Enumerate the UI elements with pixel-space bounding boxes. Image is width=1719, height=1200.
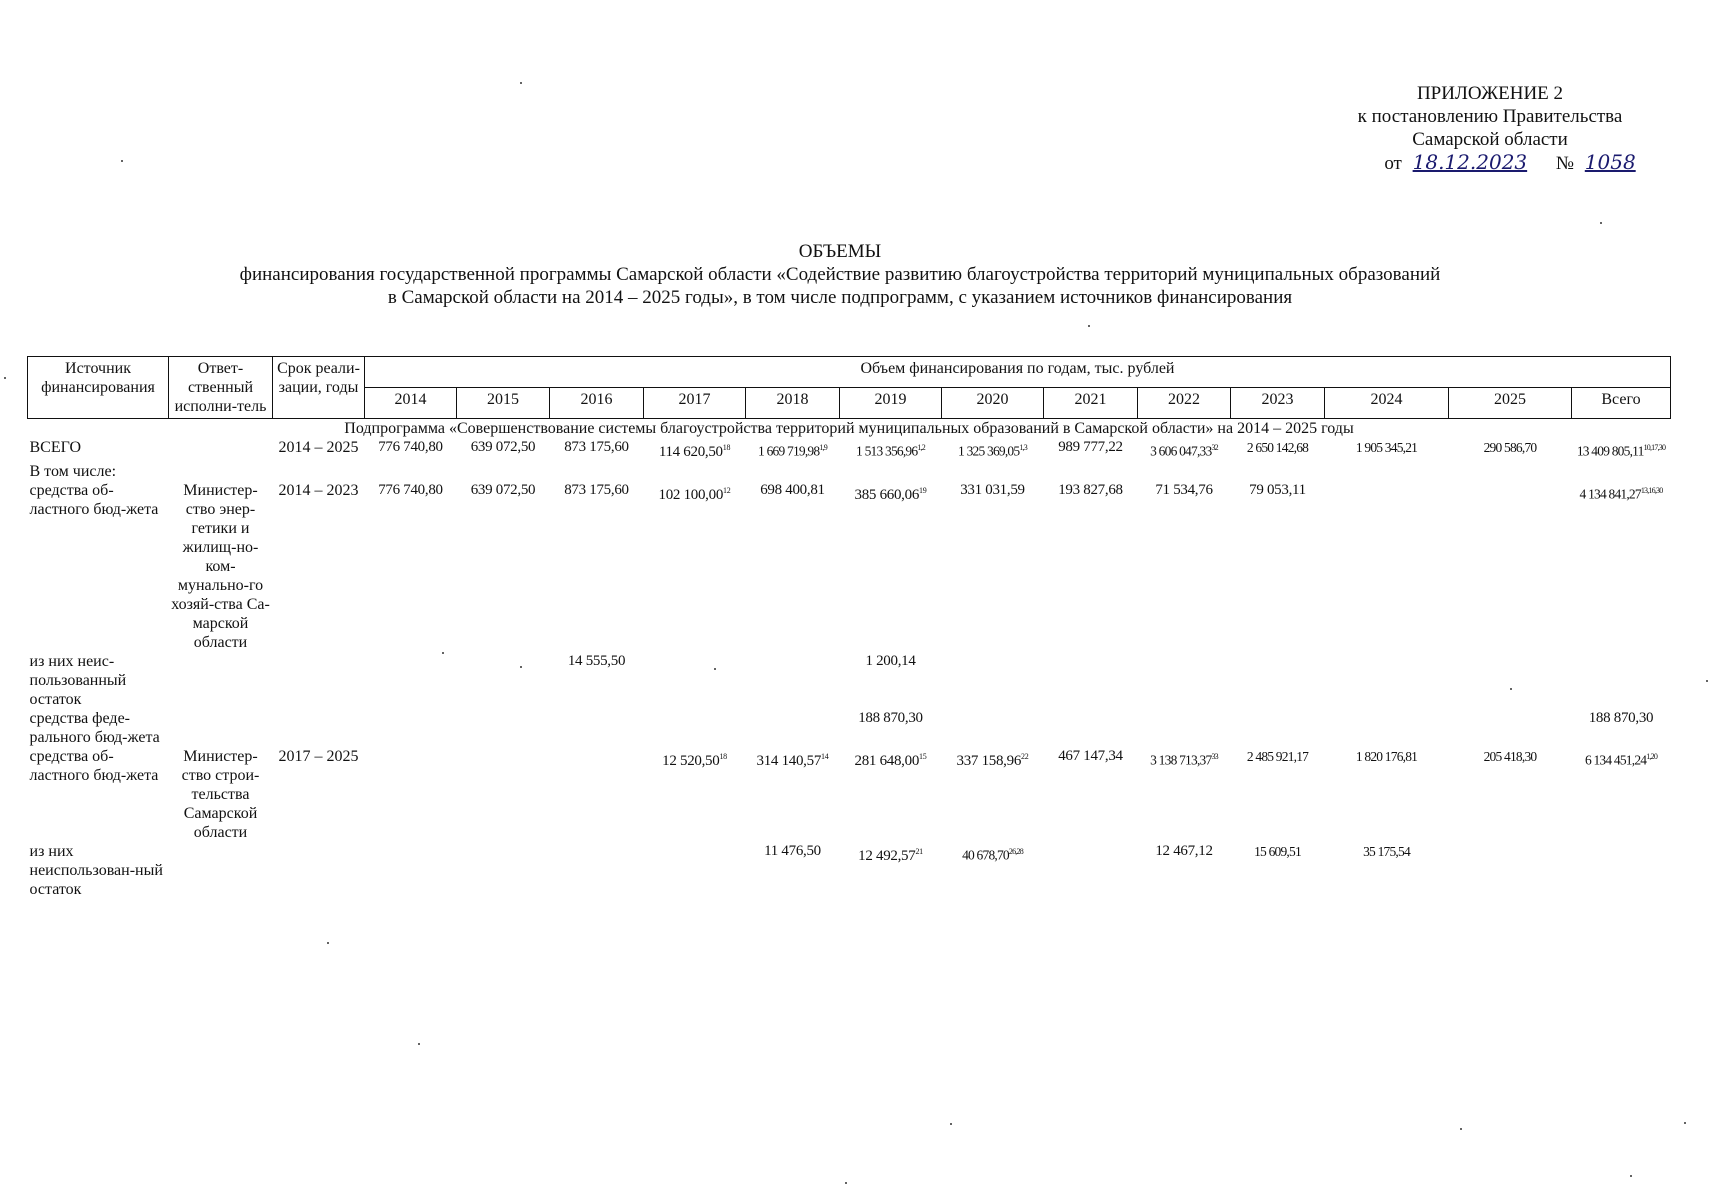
value-cell	[746, 481, 840, 652]
value-cell-text: 281 648,00	[854, 753, 920, 769]
header-term: Срок реали-зации, годы	[273, 357, 365, 419]
value-cell-text: 102 100,00	[658, 487, 724, 503]
scan-speck	[520, 666, 522, 668]
value-cell	[457, 481, 550, 652]
term-cell	[273, 438, 365, 462]
source-label-text: средства об-ластного бюд-жета	[29, 482, 159, 518]
value-cell	[365, 709, 457, 747]
regional-budget-energy-row	[28, 481, 1671, 652]
appendix-block	[1290, 82, 1690, 175]
footnote-mark: 13,16,30	[1640, 486, 1663, 495]
title-heading: ОБЪЕМЫ	[798, 241, 882, 262]
executor-cell	[169, 652, 273, 709]
handwritten-number: 1058	[1584, 150, 1636, 174]
number-prefix: №	[1555, 153, 1575, 174]
header-source: Источник финансирования	[28, 357, 169, 419]
value-cell-text: 71 534,76	[1155, 482, 1213, 498]
value-cell-text: 1 513 356,96	[856, 443, 918, 459]
value-cell	[746, 438, 840, 462]
footnote-mark: 14	[821, 752, 829, 761]
value-cell	[1044, 438, 1138, 462]
value-cell	[1572, 652, 1671, 709]
value-cell	[1325, 747, 1449, 842]
value-cell	[942, 842, 1044, 899]
value-cell-text: 14 555,50	[567, 653, 626, 669]
executor-cell	[169, 842, 273, 899]
value-cell	[550, 438, 644, 462]
value-cell	[1449, 842, 1572, 899]
value-cell	[1044, 709, 1138, 747]
value-cell	[746, 842, 840, 899]
value-cell-text: 776 740,80	[378, 439, 443, 455]
value-cell-text: 12 520,50	[662, 753, 720, 769]
value-cell	[644, 652, 746, 709]
header-year: Всего	[1572, 388, 1671, 419]
value-cell-text: 2 485 921,17	[1246, 749, 1309, 764]
value-cell-text: 4 134 841,27	[1579, 486, 1641, 502]
source-label	[28, 747, 169, 842]
scan-speck	[1460, 1128, 1462, 1130]
including-label: В том числе:	[29, 463, 117, 480]
value-cell-text: 205 418,30	[1483, 749, 1537, 764]
value-cell-text: 15 609,51	[1254, 844, 1301, 859]
regional-budget-construction-row	[28, 747, 1671, 842]
value-cell	[1449, 481, 1572, 652]
value-cell	[942, 652, 1044, 709]
value-cell-text: 2 650 142,68	[1246, 440, 1309, 455]
value-cell	[1325, 709, 1449, 747]
executor-cell	[169, 747, 273, 842]
value-cell-text: 1 200,14	[865, 653, 916, 669]
date-prefix: от	[1384, 153, 1402, 174]
value-cell	[1138, 481, 1231, 652]
scan-speck	[418, 1043, 420, 1045]
title-line-2: в Самарской области на 2014 – 2025 годы», в том числе подпрограмм, с указанием источников финансирования	[387, 287, 1293, 308]
value-cell	[550, 709, 644, 747]
value-cell	[840, 438, 942, 462]
value-cell	[840, 481, 942, 652]
value-cell-text: 40 678,70	[962, 847, 1009, 863]
value-cell	[365, 652, 457, 709]
value-cell	[1572, 709, 1671, 747]
value-cell	[1449, 747, 1572, 842]
header-year: 2016	[550, 388, 644, 419]
footnote-mark: 26,28	[1008, 847, 1023, 856]
header-year: 2019	[840, 388, 942, 419]
federal-budget-row	[28, 709, 1671, 747]
scan-speck	[1684, 1122, 1686, 1124]
value-cell	[550, 747, 644, 842]
value-cell-text: 6 134 451,24	[1584, 752, 1647, 768]
scan-speck	[845, 1182, 847, 1184]
value-cell	[365, 438, 457, 462]
total-row	[28, 438, 1671, 462]
scan-speck	[1630, 1175, 1632, 1177]
value-cell-text: 331 031,59	[960, 482, 1025, 498]
financing-table	[27, 356, 1671, 899]
value-cell	[1138, 747, 1231, 842]
value-cell	[942, 438, 1044, 462]
header-year: 2024	[1325, 388, 1449, 419]
value-cell-text: 3 138 713,37	[1150, 752, 1212, 768]
value-cell	[1231, 709, 1325, 747]
value-cell	[1449, 652, 1572, 709]
value-cell	[1231, 438, 1325, 462]
term-cell	[273, 481, 365, 652]
value-cell-text: 11 476,50	[764, 843, 821, 859]
scan-speck	[121, 160, 123, 162]
value-cell-text: 639 072,50	[470, 439, 536, 455]
value-cell	[840, 842, 942, 899]
value-cell-text: 79 053,11	[1249, 482, 1306, 498]
footnote-mark: 18	[719, 752, 727, 761]
value-cell-text: 873 175,60	[564, 439, 629, 455]
value-cell	[1231, 652, 1325, 709]
value-cell	[550, 842, 644, 899]
header-volume: Объем финансирования по годам, тыс. рублей	[365, 357, 1671, 388]
value-cell-text: 114 620,50	[658, 444, 723, 460]
value-cell-text: 13 409 805,11	[1576, 443, 1644, 459]
value-cell	[746, 652, 840, 709]
value-cell	[942, 481, 1044, 652]
scan-speck	[1510, 688, 1512, 690]
value-cell	[746, 747, 840, 842]
value-cell	[1325, 481, 1449, 652]
value-cell	[1572, 438, 1671, 462]
source-label	[28, 438, 169, 462]
source-label-text: из них неиспользован-ный остаток	[29, 843, 163, 898]
value-cell-text: 193 827,68	[1058, 482, 1123, 498]
table-body	[28, 419, 1671, 900]
source-label-text: средства феде-рального бюд-жета	[29, 710, 160, 746]
footnote-mark: 1,3	[1019, 443, 1027, 452]
value-cell	[1231, 481, 1325, 652]
footnote-mark: 1,9	[819, 443, 827, 452]
footnote-mark: 19	[919, 486, 927, 495]
value-cell-text: 188 870,30	[1588, 710, 1654, 726]
scan-speck	[520, 82, 522, 84]
term-cell-text: 2017 – 2025	[278, 748, 359, 765]
value-cell	[1231, 747, 1325, 842]
value-cell	[365, 842, 457, 899]
value-cell	[840, 747, 942, 842]
footnote-mark: 15	[919, 752, 927, 761]
value-cell	[1044, 842, 1138, 899]
value-cell-text: 1 905 345,21	[1355, 440, 1418, 455]
scan-speck	[1706, 680, 1708, 682]
value-cell	[942, 709, 1044, 747]
value-cell-text: 698 400,81	[760, 482, 825, 498]
value-cell-text: 1 820 176,81	[1355, 749, 1418, 764]
executor-cell-text: Министер-ство строи-тельства Самарской области	[181, 748, 260, 841]
header-year: 2023	[1231, 388, 1325, 419]
value-cell	[644, 709, 746, 747]
value-cell	[457, 747, 550, 842]
value-cell	[1325, 842, 1449, 899]
title-line-1: финансирования государственной программы Самарской области «Содействие развитию благоустройства территорий муниципальных образований	[239, 264, 1441, 285]
value-cell	[365, 747, 457, 842]
value-cell	[1572, 747, 1671, 842]
value-cell	[457, 438, 550, 462]
executor-cell	[169, 481, 273, 652]
header-year: 2020	[942, 388, 1044, 419]
value-cell-text: 467 147,34	[1058, 748, 1123, 764]
value-cell-text: 188 870,30	[858, 710, 923, 726]
footnote-mark: 32	[1211, 443, 1218, 452]
value-cell	[365, 481, 457, 652]
value-cell-text: 776 740,80	[378, 482, 443, 498]
value-cell-text: 314 140,57	[756, 753, 822, 769]
term-cell	[273, 747, 365, 842]
value-cell	[1449, 438, 1572, 462]
unused-balance-row	[28, 842, 1671, 899]
value-cell-text: 12 492,57	[858, 848, 916, 864]
value-cell	[644, 438, 746, 462]
executor-cell	[169, 709, 273, 747]
term-cell	[273, 652, 365, 709]
header-year: 2015	[457, 388, 550, 419]
header-year: 2014	[365, 388, 457, 419]
value-cell-text: 290 586,70	[1483, 440, 1537, 455]
value-cell	[1325, 438, 1449, 462]
subprogram-row	[28, 419, 1671, 439]
source-label	[28, 481, 169, 652]
value-cell	[840, 709, 942, 747]
header-year: 2021	[1044, 388, 1138, 419]
value-cell	[746, 709, 840, 747]
value-cell	[1138, 438, 1231, 462]
value-cell	[1325, 652, 1449, 709]
source-label-text: средства об-ластного бюд-жета	[29, 748, 159, 784]
executor-cell	[169, 438, 273, 462]
value-cell	[550, 652, 644, 709]
term-cell-text: 2014 – 2023	[278, 482, 359, 499]
executor-cell-text: Министер-ство энер-гетики и жилищ-но-ком-мунально-го хозяй-ства Са-марской области	[171, 482, 270, 651]
value-cell	[1044, 747, 1138, 842]
footnote-mark: 12	[723, 486, 731, 495]
source-label-text: ВСЕГО	[29, 439, 82, 456]
header-year: 2022	[1138, 388, 1231, 419]
scan-speck	[714, 668, 716, 670]
source-label-text: из них неис-пользованный остаток	[29, 653, 127, 708]
value-cell-text: 873 175,60	[564, 482, 629, 498]
value-cell	[1138, 709, 1231, 747]
value-cell-text: 639 072,50	[470, 482, 536, 498]
term-cell	[273, 709, 365, 747]
value-cell	[840, 652, 942, 709]
value-cell	[1449, 709, 1572, 747]
source-label	[28, 842, 169, 899]
term-cell	[273, 842, 365, 899]
value-cell	[457, 709, 550, 747]
value-cell	[1044, 481, 1138, 652]
document-title	[150, 240, 1530, 309]
value-cell	[1572, 481, 1671, 652]
value-cell	[1138, 842, 1231, 899]
footnote-mark: 18	[722, 443, 731, 452]
including-row	[28, 462, 1671, 481]
appendix-line-resolution: к постановлению Правительства	[1357, 106, 1623, 127]
value-cell	[1231, 842, 1325, 899]
footnote-mark: 1,20	[1646, 752, 1658, 761]
value-cell	[644, 842, 746, 899]
footnote-mark: 10,17,30	[1643, 443, 1666, 452]
value-cell	[644, 747, 746, 842]
footnote-mark: 22	[1021, 752, 1029, 761]
scan-speck	[1088, 325, 1090, 327]
value-cell-text: 989 777,22	[1058, 439, 1123, 455]
appendix-title: ПРИЛОЖЕНИЕ 2	[1416, 83, 1564, 104]
value-cell-text: 35 175,54	[1363, 844, 1410, 859]
appendix-line-region: Самарской области	[1412, 129, 1568, 150]
value-cell	[1572, 842, 1671, 899]
value-cell	[550, 481, 644, 652]
header-year: 2017	[644, 388, 746, 419]
appendix-date-line	[1330, 151, 1690, 175]
footnote-mark: 33	[1211, 752, 1218, 761]
header-executor: Ответ-ственный исполни-тель	[169, 357, 273, 419]
scan-speck	[4, 377, 6, 379]
value-cell-text: 12 467,12	[1155, 843, 1213, 859]
scan-speck	[950, 1123, 952, 1125]
value-cell	[644, 481, 746, 652]
subprogram-title: Подпрограмма «Совершенствование системы благоустройства территорий муниципальных образований в Самарской области» на 2014 – 2025 годы	[344, 420, 1354, 437]
footnote-mark: 21	[915, 847, 923, 856]
value-cell-text: 3 606 047,33	[1150, 443, 1212, 459]
scan-speck	[1600, 222, 1602, 224]
value-cell-text: 385 660,06	[854, 487, 920, 503]
scan-speck	[327, 942, 329, 944]
value-cell	[942, 747, 1044, 842]
value-cell-text: 1 669 719,98	[758, 443, 820, 459]
unused-balance-row	[28, 652, 1671, 709]
source-label	[28, 709, 169, 747]
footnote-mark: 1,2	[917, 443, 925, 452]
value-cell-text: 337 158,96	[956, 753, 1022, 769]
value-cell	[1044, 652, 1138, 709]
scan-speck	[442, 652, 444, 654]
value-cell-text: 1 325 369,05	[958, 443, 1020, 459]
header-year: 2025	[1449, 388, 1572, 419]
handwritten-date: 18.12.2023	[1412, 150, 1528, 174]
term-cell-text: 2014 – 2025	[278, 439, 359, 456]
value-cell	[457, 652, 550, 709]
header-year: 2018	[746, 388, 840, 419]
value-cell	[457, 842, 550, 899]
source-label	[28, 652, 169, 709]
value-cell	[1138, 652, 1231, 709]
